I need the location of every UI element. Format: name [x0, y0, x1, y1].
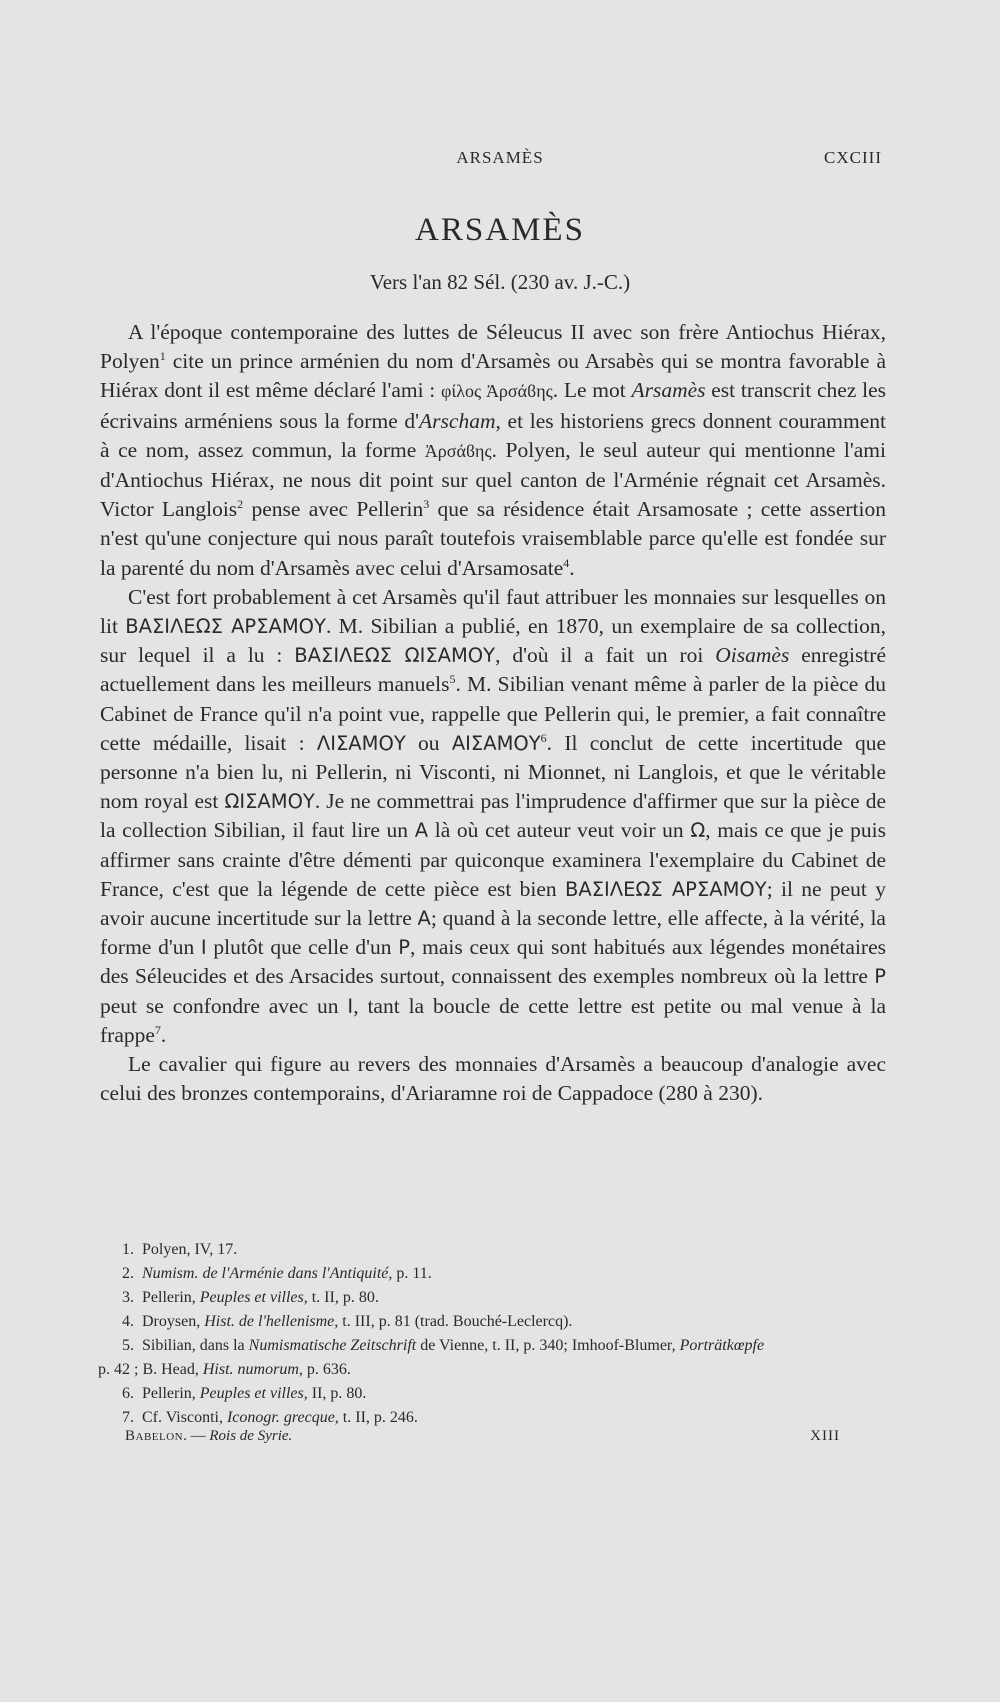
coin-legend: ΒΑΣΙΛΕΩΣ ΩΙΣΑΜΟΥ: [294, 644, 496, 668]
greek-letter: Ι: [200, 936, 207, 960]
footnote-ref: 4: [563, 555, 570, 570]
footnote-ref: 6: [540, 730, 547, 745]
footnote-ref: 5: [449, 672, 456, 687]
page-footer: [125, 1428, 840, 1452]
greek-letter: Ι: [347, 994, 354, 1018]
paragraph-1: A l'époque contemporaine des luttes de Séleucus II avec son frère Antiochus Hiérax, Polyen$^1$ cite un prince arménien du nom d'Arsamès ou Arsabès qui se montra favorable à Hiérax dont il est même déclaré l'ami : φίλος Ἀρσάϐης. Le mot Arsamès est transcrit chez les écrivains arméniens sous la forme d'Arscham, et les historiens grecs donnent couramment à ce nom, assez commun, la forme Ἀρσάϐης. Polyen, le seul auteur qui mentionne l'ami d'Antiochus Hiérax, ne nous dit point sur quel canton de l'Arménie régnait cet Arsamès. Victor Langlois$^2$ pense avec Pellerin$^3$ que sa résidence était Arsamosate ; cette assertion n'est qu'une conjecture qui nous paraît toutefois vraisemblable parce qu'elle est fondée sur la parenté du nom d'Arsamès avec celui d'Arsamosate$^4$.: [100, 320, 887, 580]
footer-book-reference: Babelon. — Rois de Syrie.: [125, 1428, 293, 1444]
footnote-1: 1. Polyen, IV, 17.: [122, 1241, 238, 1258]
footnote-ref: 2: [237, 497, 244, 512]
running-head: [0, 148, 1000, 174]
coin-legend: ΩΙΣΑΜΟΥ: [224, 790, 315, 814]
chapter-date: Vers l'an 82 Sél. (230 av. J.-C.): [369, 270, 631, 294]
greek-letter: Ω: [690, 819, 706, 843]
footnotes: [98, 1238, 883, 1430]
main-text: [100, 318, 886, 1108]
footnote-3: 3. Pellerin, Peuples et villes, t. II, p. 80.: [122, 1289, 379, 1306]
footnote-5: 5. Sibilian, dans la Numismatische Zeitschrift de Vienne, t. II, p. 340; Imhoof-Blumer, Porträtkœpfe p. 42 ; B. Head, Hist. numorum, p. 636.: [98, 1337, 765, 1378]
coin-legend: ΑΙΣΑΜΟΥ: [451, 731, 541, 755]
page-number: CXCIII: [824, 148, 882, 167]
greek-letter: Α: [414, 819, 429, 843]
paragraph-2: C'est fort probablement à cet Arsamès qu'il faut attribuer les monnaies sur lesquelles on lit ΒΑΣΙΛΕΩΣ ΑΡΣΑΜΟΥ. M. Sibilian a publié, en 1870, un exemplaire de sa collection, sur lequel il a lu : ΒΑΣΙΛΕΩΣ ΩΙΣΑΜΟΥ, d'où il a fait un roi Oisamès enregistré actuellement dans les meilleurs manuels$^5$. M. Sibilian venant même à parler de la pièce du Cabinet de France qu'il n'a point vue, rappelle que Pellerin qui, le premier, a fait connaître cette médaille, lisait : ΛΙΣΑΜΟΥ ou ΑΙΣΑΜΟΥ$^6$. Il conclut de cette incertitude que personne n'a bien lu, ni Pellerin, ni Visconti, ni Mionnet, ni Langlois, et que le véritable nom royal est ΩΙΣΑΜΟΥ. Je ne commettrai pas l'imprudence d'affirmer que sur la pièce de la collection Sibilian, il faut lire un Α là où cet auteur veut voir un Ω, mais ce que je puis affirmer sans crainte d'être démenti par quiconque examinera l'exemplaire du Cabinet de France, c'est que la légende de cette pièce est bien ΒΑΣΙΛΕΩΣ ΑΡΣΑΜΟΥ; il ne peut y avoir aucune incertitude sur la lettre Α; quand à la seconde lettre, elle affecte, à la vérité, la forme d'un Ι plutôt que celle d'un Ρ, mais ceux qui sont habitués aux légendes monétaires des Séleucides et des Arsacides surtout, connaissent des exemples nombreux où la lettre Ρ peut se confondre avec un Ι, tant la boucle de cette lettre est petite ou mal venue à la frappe$^7$.: [100, 584, 887, 1047]
greek-letter: Α: [417, 907, 431, 931]
coin-legend: ΒΑΣΙΛΕΩΣ ΑΡΣΑΜΟΥ: [125, 615, 326, 639]
footnote-ref: 1: [159, 349, 166, 364]
footnote-4: 4. Droysen, Hist. de l'hellenisme, t. III, p. 81 (trad. Bouché-Leclercq).: [122, 1313, 573, 1330]
paragraph-3: Le cavalier qui figure au revers des monnaies d'Arsamès a beaucoup d'analogie avec celui des bronzes contemporains, d'Ariaramne roi de Cappadoce (280 à 230).: [100, 1052, 886, 1106]
chapter-title: ARSAMÈS: [415, 212, 585, 248]
greek-letter: Ρ: [398, 936, 411, 960]
greek-phrase: Ἀρσάϐης: [424, 440, 492, 461]
gathering-signature: XIII: [810, 1428, 840, 1444]
footnote-ref: 7: [154, 1022, 161, 1037]
greek-phrase: φίλος Ἀρσάϐης: [441, 381, 553, 402]
footnote-7: 7. Cf. Visconti, Iconogr. grecque, t. II, p. 246.: [122, 1409, 418, 1426]
greek-letter: Ρ: [874, 965, 886, 989]
footnote-6: 6. Pellerin, Peuples et villes, II, p. 80.: [122, 1385, 367, 1402]
footnote-2: 2. Numism. de l'Arménie dans l'Antiquité, p. 11.: [122, 1265, 432, 1282]
footnote-ref: 3: [423, 497, 430, 512]
running-head-title: ARSAMÈS: [456, 148, 544, 167]
coin-legend: ΛΙΣΑΜΟΥ: [316, 731, 406, 755]
coin-legend: ΒΑΣΙΛΕΩΣ ΑΡΣΑΜΟΥ: [565, 877, 767, 901]
